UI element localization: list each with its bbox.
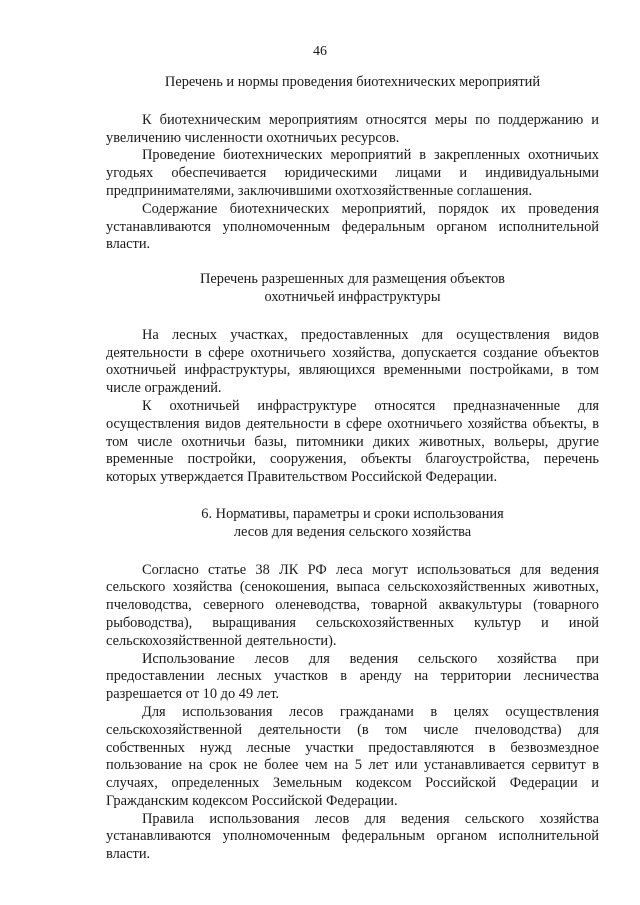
heading-line: Перечень разрешенных для размещения объектов (200, 271, 505, 288)
section-heading-biotechnical (106, 74, 599, 92)
page-number: 46 (313, 44, 327, 59)
heading-line: Перечень и нормы проведения биотехнических мероприятий (164, 74, 541, 90)
paragraph: Проведение биотехнических мероприятий в закрепленных охотничьих угодьях обеспечивается юридическими лицами и индивидуальными предпринимателями, заключившими охотхозяйственные соглашения. (106, 147, 599, 199)
section-heading-hunting-infrastructure (106, 271, 599, 307)
paragraph: Содержание биотехнических мероприятий, порядок их проведения устанавливаются уполномоченным федеральным органом исполнительной власти. (106, 200, 599, 253)
heading-line: лесов для ведения сельского хозяйства (233, 523, 472, 540)
paragraph: Правила использования лесов для ведения сельского хозяйства устанавливаются уполномоченным федеральным органом исполнительной власти. (106, 810, 599, 863)
section-heading-agriculture (106, 506, 599, 542)
paragraph: Использование лесов для ведения сельского хозяйства при предоставлении лесных участков в аренду на территории лесничества разрешается от 10 до 49 лет. (106, 650, 599, 703)
paragraph: Согласно статье 38 ЛК РФ леса могут использоваться для ведения сельского хозяйства (сенокошения, выпаса сельскохозяйственных животных, пчеловодства, северного оленеводства, товарной аквакультуры (товарного рыбоводства), выращивания сельскохозяйственных культур и иной сельскохозяйственной деятельности). (106, 561, 599, 649)
heading-line: охотничьей инфраструктуры (264, 288, 441, 305)
paragraph: На лесных участках, предоставленных для осуществления видов деятельности в сфере охотничьего хозяйства, допускается создание объектов охотничьей инфраструктуры, являющихся временными постройками, в том числе ограждений. (106, 326, 599, 397)
document-body (106, 68, 599, 864)
paragraph: К охотничьей инфраструктуре относятся предназначенные для осуществления видов деятельности в сфере охотничьего хозяйства объекты, в том числе охотничьи базы, питомники диких животных, вольеры, другие временные постройки, сооружения, объекты благоустройства, перечень которых утверждается Правительством Российской Федерации. (106, 397, 599, 486)
paragraph: К биотехническим мероприятиям относятся меры по поддержанию и увеличению численности охотничьих ресурсов. (106, 111, 599, 146)
heading-line: 6. Нормативы, параметры и сроки использования (201, 505, 504, 522)
paragraph: Для использования лесов гражданами в целях осуществления сельскохозяйственной деятельности (в том числе пчеловодства) для собственных нужд лесные участки предоставляются в безвозмездное пользование на срок не более чем на 5 лет или устанавливается сервитут в случаях, определенных Земельным кодексом Российской Федерации и Гражданским кодексом Российской Федерации. (106, 703, 599, 809)
